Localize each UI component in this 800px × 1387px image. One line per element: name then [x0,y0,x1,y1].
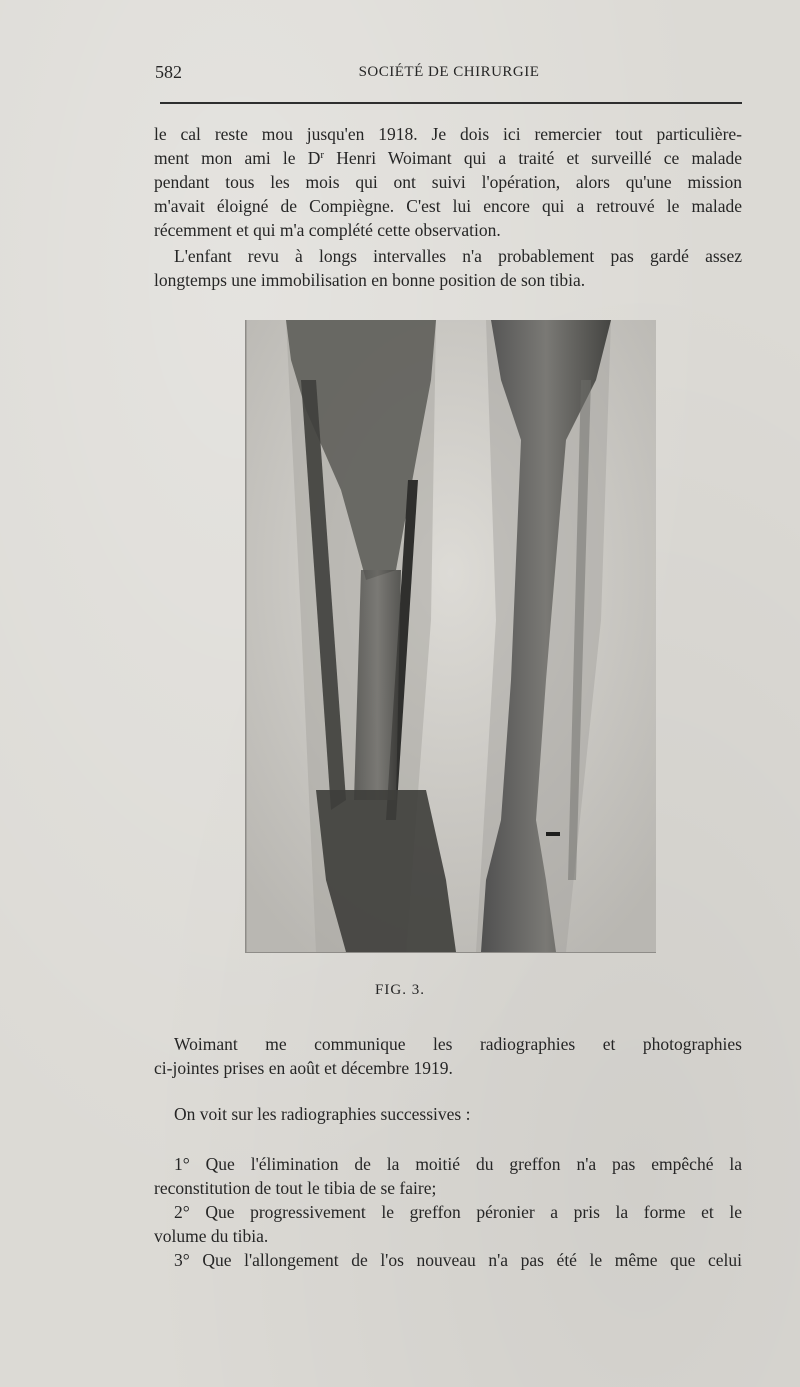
text-line: longtemps une immobilisation en bonne position de son tibia. [154,270,586,290]
text-line: m'avait éloigné de Compiègne. C'est lui encore qui a retrouvé le malade [154,196,742,216]
page-header [155,62,743,86]
text-line [154,146,742,170]
text-line: volume du tibia. [154,1226,269,1246]
text-line: le cal reste mou jusqu'en 1918. Je dois ici remercier tout particulière- [154,124,742,144]
text-line: reconstitution de tout le tibia de se faire; [154,1178,437,1198]
running-title: SOCIÉTÉ DE CHIRURGIE [358,64,540,80]
radiograph-image [246,320,656,952]
list-item-1 [154,1152,742,1200]
header-rule [160,102,742,104]
superscript: r [320,149,325,161]
text-fragment: ment mon ami le D [154,148,321,168]
text-line: 3° Que l'allongement de l'os nouveau n'a pas été le même que celui [174,1250,742,1270]
list-item-3 [154,1248,742,1272]
text-line: pendant tous les mois qui ont suivi l'opération, alors qu'une mission [154,172,742,192]
text-line: L'enfant revu à longs intervalles n'a probablement pas gardé assez [174,246,742,266]
text-line: 1° Que l'élimination de la moitié du greffon n'a pas empêché la [174,1154,742,1174]
paragraph-3 [154,1032,742,1080]
text-line: Woimant me communique les radiographies et photographies [174,1034,742,1054]
text-line: On voit sur les radiographies successives : [174,1104,471,1124]
paragraph-1 [154,122,742,242]
radiograph-figure [245,320,656,953]
paragraph-4 [154,1102,742,1126]
page-number: 582 [155,62,182,82]
list-item-2 [154,1200,742,1248]
text-line: 2° Que progressivement le greffon péronier a pris la forme et le [174,1202,742,1222]
text-fragment: Henri Woimant qui a traité et surveillé ce malade [336,148,742,168]
figure-caption: FIG. 3. [375,982,425,998]
text-line: ci-jointes prises en août et décembre 1919. [154,1058,453,1078]
text-line: récemment et qui m'a complété cette observation. [154,220,501,240]
paragraph-2 [154,244,742,292]
